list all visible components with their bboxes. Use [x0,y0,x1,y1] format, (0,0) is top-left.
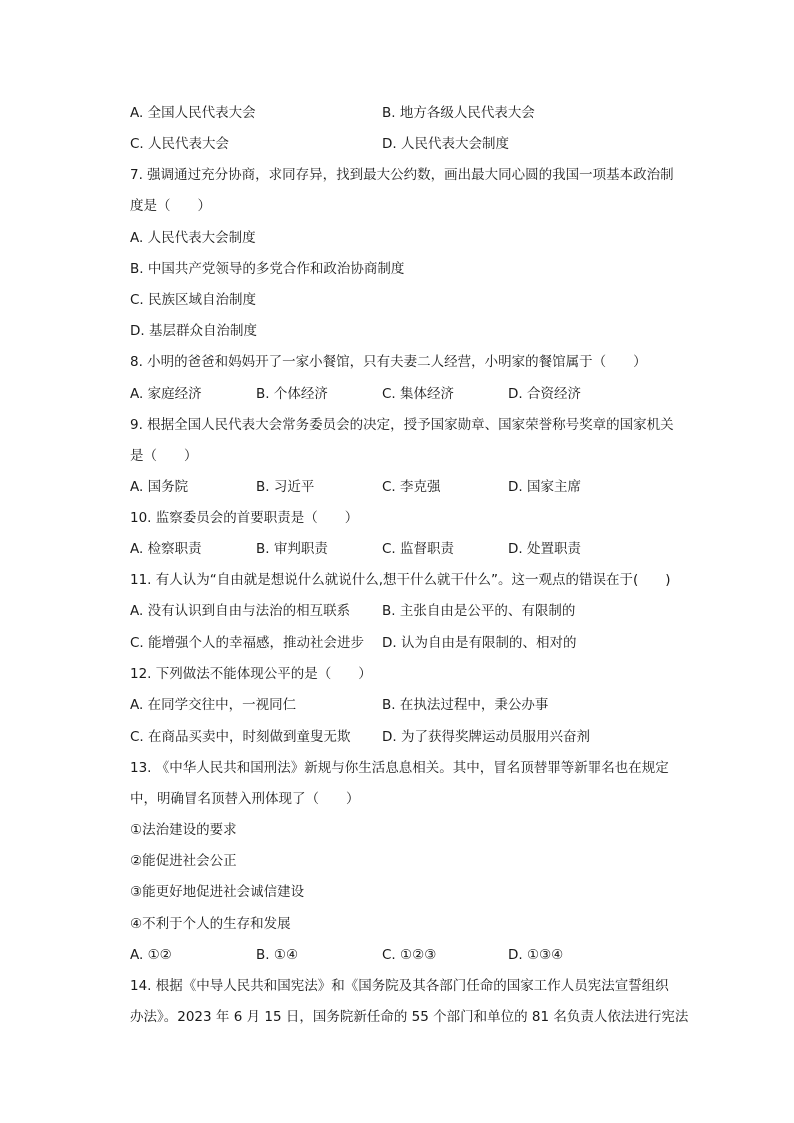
q6-option-d: D. 人民代表大会制度 [382,136,509,152]
q9-stem-line2: 是（ ） [130,448,198,464]
q12-option-a: A. 在同学交往中，一视同仁 [130,697,297,713]
q11-option-d: D. 认为自由是有限制的、相对的 [382,635,577,651]
q9-option-d: D. 国家主席 [508,479,581,495]
q10-option-a: A. 检察职责 [130,541,202,557]
q10-stem: 10. 监察委员会的首要职责是（ ） [130,510,359,526]
q6-option-c: C. 人民代表大会 [130,136,230,152]
q9-option-a: A. 国务院 [130,479,189,495]
q13-stem-line2: 中，明确冒名顶替入刑体现了（ ） [130,791,360,807]
q13-statement-3: ③能更好地促进社会诚信建设 [130,884,305,900]
q11-option-c: C. 能增强个人的幸福感，推动社会进步 [130,635,365,651]
q13-option-c: C. ①②③ [382,947,437,963]
q9-stem-line1: 9. 根据全国人民代表大会常务委员会的决定，授予国家勋章、国家荣誉称号奖章的国家机关 [130,417,674,433]
q14-stem-line2: 办法》。2023 年 6 月 15 日，国务院新任命的 55 个部门和单位的 81 名负责人依法进行宪法 [130,1009,689,1025]
q12-option-b: B. 在执法过程中，秉公办事 [382,697,549,713]
q12-option-c: C. 在商品买卖中，时刻做到童叟无欺 [130,729,351,745]
q8-option-b: B. 个体经济 [256,386,328,402]
q8-option-d: D. 合资经济 [508,386,581,402]
q13-stem-line1: 13. 《中华人民共和国刑法》新规与你生活息息相关。其中，冒名顶替罪等新罪名也在规定 [130,760,669,776]
q10-option-c: C. 监督职责 [382,541,455,557]
q12-stem: 12. 下列做法不能体现公平的是（ ） [130,666,372,682]
q10-option-b: B. 审判职责 [256,541,328,557]
q6-option-a: A. 全国人民代表大会 [130,105,256,121]
q11-stem: 11. 有人认为“自由就是想说什么就说什么,想干什么就干什么”。这一观点的错误在于( ) [130,572,671,588]
q8-stem: 8. 小明的爸爸和妈妈开了一家小餐馆，只有夫妻二人经营，小明家的餐馆属于（ ） [130,354,647,370]
q8-option-a: A. 家庭经济 [130,386,202,402]
q13-option-a: A. ①② [130,947,172,963]
q8-option-c: C. 集体经济 [382,386,455,402]
q14-stem-line1: 14. 根据《中导人民共和国宪法》和《国务院及其各部门任命的国家工作人员宪法宣誓组织 [130,978,669,994]
q9-option-c: C. 李克强 [382,479,441,495]
q6-option-b: B. 地方各级人民代表大会 [382,105,535,121]
q10-option-d: D. 处置职责 [508,541,581,557]
q13-option-d: D. ①③④ [508,947,564,963]
q7-option-b: B. 中国共产党领导的多党合作和政治协商制度 [130,261,405,277]
q13-statement-1: ①法治建设的要求 [130,822,237,838]
q12-option-d: D. 为了获得奖牌运动员服用兴奋剂 [382,729,590,745]
q7-stem-line2: 度是（ ） [130,198,211,214]
q13-statement-4: ④不利于个人的生存和发展 [130,916,291,932]
q13-statement-2: ②能促进社会公正 [130,853,237,869]
q9-option-b: B. 习近平 [256,479,315,495]
q13-option-b: B. ①④ [256,947,299,963]
q7-stem-line1: 7. 强调通过充分协商，求同存异，找到最大公约数，画出最大同心圆的我国一项基本政治制 [130,167,674,183]
q7-option-c: C. 民族区域自治制度 [130,292,257,308]
q7-option-d: D. 基层群众自治制度 [130,323,257,339]
q11-option-a: A. 没有认识到自由与法治的相互联系 [130,603,351,619]
q11-option-b: B. 主张自由是公平的、有限制的 [382,603,576,619]
q7-option-a: A. 人民代表大会制度 [130,230,256,246]
